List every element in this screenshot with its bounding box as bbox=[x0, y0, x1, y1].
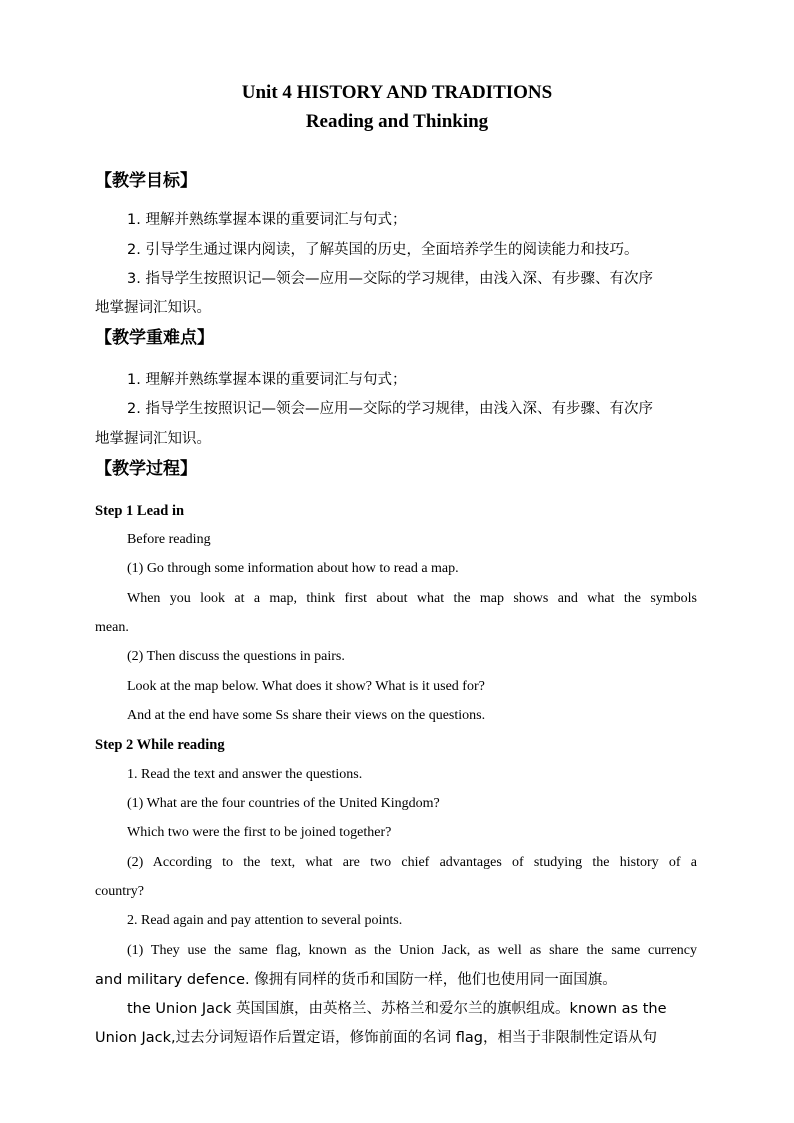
step-1-line-7: And at the end have some Ss share their views on the questions. bbox=[127, 708, 486, 723]
objective-item-3-cont: 地掌握词汇知识。 bbox=[95, 300, 211, 316]
step-2-line-3: Which two were the first to be joined together? bbox=[127, 825, 392, 840]
step-1-line-2: (1) Go through some information about how to read a map. bbox=[127, 561, 459, 576]
step-1-title: Step 1 Lead in bbox=[95, 503, 185, 519]
objective-item-1: 1. 理解并熟练掌握本课的重要词汇与句式； bbox=[127, 212, 407, 228]
page-title: Unit 4 HISTORY AND TRADITIONS bbox=[241, 82, 553, 103]
step-2-title: Step 2 While reading bbox=[95, 737, 225, 753]
objective-item-2: 2. 引导学生通过课内阅读，了解英国的历史，全面培养学生的阅读能力和技巧。 bbox=[127, 242, 639, 258]
step-2-line-6: 2. Read again and pay attention to several points. bbox=[127, 913, 403, 928]
page-subtitle: Reading and Thinking bbox=[305, 111, 489, 132]
step-1-line-6: Look at the map below. What does it show? What is it used for? bbox=[127, 679, 485, 694]
step-2-line-1: 1. Read the text and answer the questions. bbox=[127, 767, 363, 782]
objective-item-3: 3. 指导学生按照识记—领会—应用—交际的学习规律，由浅入深、有步骤、有次序 bbox=[127, 271, 653, 287]
section-heading-process: 【教学过程】 bbox=[95, 459, 197, 479]
step-1-line-1: Before reading bbox=[127, 532, 211, 547]
step-1-line-5: (2) Then discuss the questions in pairs. bbox=[127, 649, 345, 664]
step-2-line-4: (2) According to the text, what are two chief advantages of studying the history of a bbox=[127, 855, 697, 870]
step-2-line-9: the Union Jack 英国国旗，由英格兰、苏格兰和爱尔兰的旗帜组成。known as the bbox=[127, 1001, 667, 1017]
step-2-line-8: and military defence. 像拥有同样的货币和国防一样，他们也使用同一面国旗。 bbox=[95, 972, 617, 988]
step-2-line-2: (1) What are the four countries of the United Kingdom? bbox=[127, 796, 440, 811]
key-point-item-2: 2. 指导学生按照识记—领会—应用—交际的学习规律，由浅入深、有步骤、有次序 bbox=[127, 401, 653, 417]
step-2-line-10: Union Jack,过去分词短语作后置定语，修饰前面的名词 flag，相当于非限制性定语从句 bbox=[95, 1030, 657, 1046]
section-heading-objectives: 【教学目标】 bbox=[95, 171, 197, 191]
key-point-item-2-cont: 地掌握词汇知识。 bbox=[95, 431, 211, 447]
step-1-line-3: When you look at a map, think first about what the map shows and what the symbols bbox=[127, 591, 697, 606]
step-2-line-5: country? bbox=[95, 884, 144, 899]
step-2-line-7: (1) They use the same flag, known as the Union Jack, as well as share the same currency bbox=[127, 943, 697, 958]
step-1-line-4: mean. bbox=[95, 620, 129, 635]
key-point-item-1: 1. 理解并熟练掌握本课的重要词汇与句式； bbox=[127, 372, 407, 388]
section-heading-key-points: 【教学重难点】 bbox=[95, 328, 214, 348]
